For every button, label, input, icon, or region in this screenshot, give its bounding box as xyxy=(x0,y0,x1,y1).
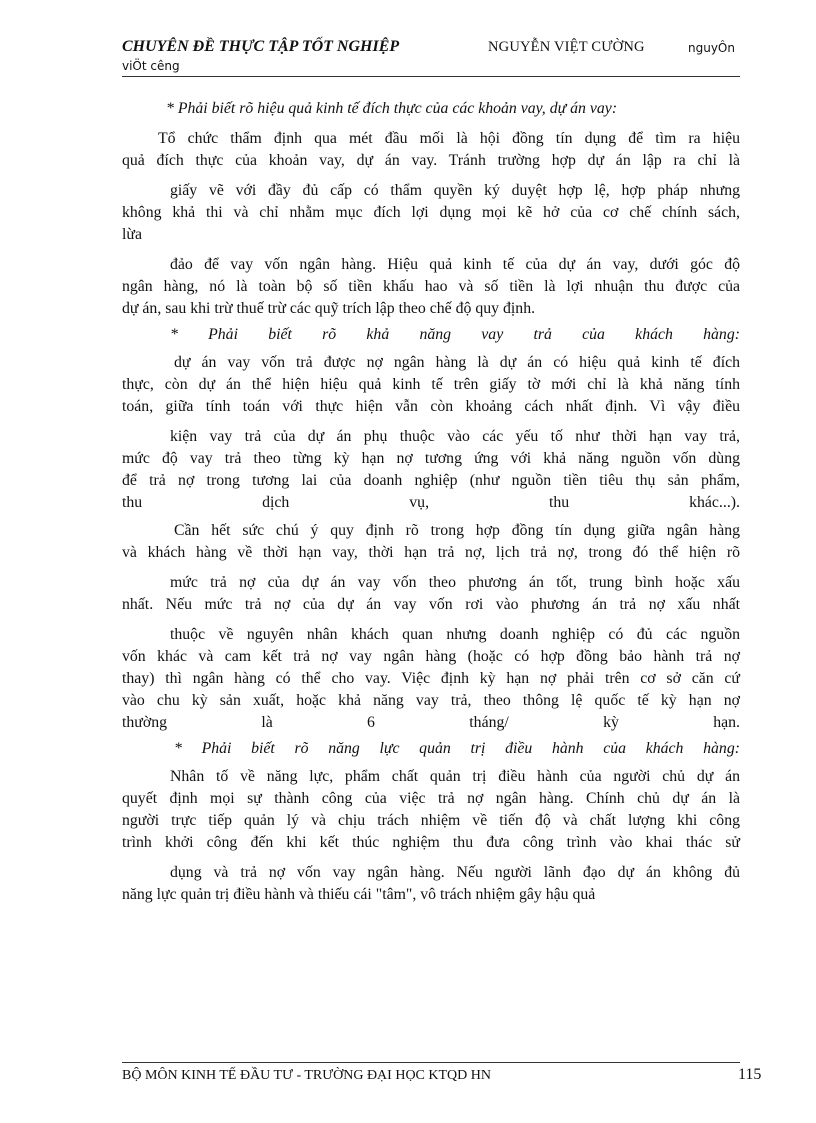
footer-text: BỘ MÔN KINH TẾ ĐẦU TƯ - TRƯỜNG ĐẠI HỌC KTQD HN xyxy=(122,1068,491,1083)
text-line: không khả thi và chỉ nhằm mục đích lợi dụng mọi kẽ hở của cơ chế chính sách, xyxy=(122,204,740,221)
text-line: năng lực quản trị điều hành và thiếu cái "tâm", vô trách nhiệm gây hậu quả xyxy=(122,886,596,903)
text-line: đảo để vay vốn ngân hàng. Hiệu quả kinh tế của dự án vay, dưới góc độ xyxy=(170,256,740,273)
text-line: thuộc về nguyên nhân khách quan nhưng doanh nghiệp có đủ các nguồn xyxy=(170,626,740,643)
text-line: lừa xyxy=(122,226,142,243)
section-heading-management: * Phải biết rõ năng lực quản trị điều hành của khách hàng: xyxy=(174,740,740,757)
page-body xyxy=(122,98,740,906)
text-line: nhất. Nếu mức trả nợ của dự án vay vốn rơi vào phương án trả nợ xấu nhất xyxy=(122,596,740,613)
text-line: giấy vẽ với đầy đủ cấp có thẩm quyền ký duyệt hợp lệ, hợp pháp nhưng xyxy=(170,182,740,199)
text-line: toán, giữa tính toán với thực hiện vẫn còn khoảng cách nhất định. Vì vậy điều xyxy=(122,398,740,415)
header-title: CHUYÊN ĐỀ THỰC TẬP TỐT NGHIỆP xyxy=(122,38,400,55)
text-line: Tổ chức thẩm định qua mét đầu mối là hội đồng tín dụng để tìm ra hiệu xyxy=(158,130,740,147)
text-line: thu dịch vụ, thu khác...). xyxy=(122,494,740,511)
header-fragment-sub: viÖt cêng xyxy=(122,59,180,73)
text-line: thay) thì ngân hàng có thể cho vay. Việc định kỳ hạn nợ phải trên cơ sở căn cứ xyxy=(122,670,740,687)
text-line: mức trả nợ của dự án vay vốn theo phương án tốt, trung bình hoặc xấu xyxy=(170,574,740,591)
text-line: quyết định mọi sự thành công của việc trả nợ ngân hàng. Chính chủ dự án là xyxy=(122,790,740,807)
text-line: thực, còn dự án thể hiện hiệu quả kinh tế trên giấy tờ mới chỉ là khả năng tính xyxy=(122,376,740,393)
text-line: Cần hết sức chú ý quy định rõ trong hợp đồng tín dụng giữa ngân hàng xyxy=(174,522,740,539)
section-heading-repayment: * Phải biết rõ khả năng vay trả của khách hàng: xyxy=(170,326,740,343)
text-line: dự án vay vốn trả được nợ ngân hàng là dự án có hiệu quả kinh tế đích xyxy=(174,354,740,371)
text-line: trình khởi công đến khi kết thúc nghiệm thu đưa công trình vào khai thác sử xyxy=(122,834,740,851)
text-line: mức độ vay trả theo từng kỳ hạn nợ tương ứng với khả năng nguồn vốn dùng xyxy=(122,450,740,467)
text-line: dụng và trả nợ vốn vay ngân hàng. Nếu người lãnh đạo dự án không đủ xyxy=(170,864,740,881)
page-number: 115 xyxy=(738,1066,762,1083)
text-line: vào chu kỳ sản xuất, hoặc khả năng vay trả, theo thông lệ quốc tế kỳ hạn nợ xyxy=(122,692,740,709)
text-line: ngân hàng, nó là toàn bộ số tiền khấu hao và số tiền là lợi nhuận thu được của xyxy=(122,278,740,295)
text-line: để trả nợ trong tương lai của doanh nghiệp (như nguồn tiền tiêu thụ sản phẩm, xyxy=(122,472,740,489)
header-author: NGUYỄN VIỆT CƯỜNG xyxy=(488,39,645,55)
text-line: quả đích thực của khoản vay, dự án vay. Tránh trường hợp dự án lập ra chỉ là xyxy=(122,152,740,169)
text-line: thường là 6 tháng/ kỳ hạn. xyxy=(122,714,740,731)
footer-divider xyxy=(122,1062,740,1063)
text-line: dự án, sau khi trừ thuế trừ các quỹ trích lập theo chế độ quy định. xyxy=(122,300,536,317)
text-line: Nhân tố về năng lực, phẩm chất quản trị điều hành của người chủ dự án xyxy=(170,768,740,785)
text-line: và khách hàng về thời hạn vay, thời hạn trả nợ, lịch trả nợ, trong đó thể hiện rõ xyxy=(122,544,740,561)
page-header xyxy=(122,38,740,77)
header-fragment-right: nguyÔn xyxy=(688,41,735,55)
text-line: kiện vay trả của dự án phụ thuộc vào các yếu tố như thời hạn vay trả, xyxy=(170,428,740,445)
section-heading-effectiveness: * Phải biết rõ hiệu quả kinh tế đích thực của các khoản vay, dự án vay: xyxy=(166,100,618,117)
text-line: người trực tiếp quản lý và chịu trách nhiệm về tiến độ và chất lượng khi công xyxy=(122,812,740,829)
text-line: vốn khác và cam kết trả nợ vay ngân hàng (hoặc có hợp đồng bảo hành trả nợ xyxy=(122,648,740,665)
